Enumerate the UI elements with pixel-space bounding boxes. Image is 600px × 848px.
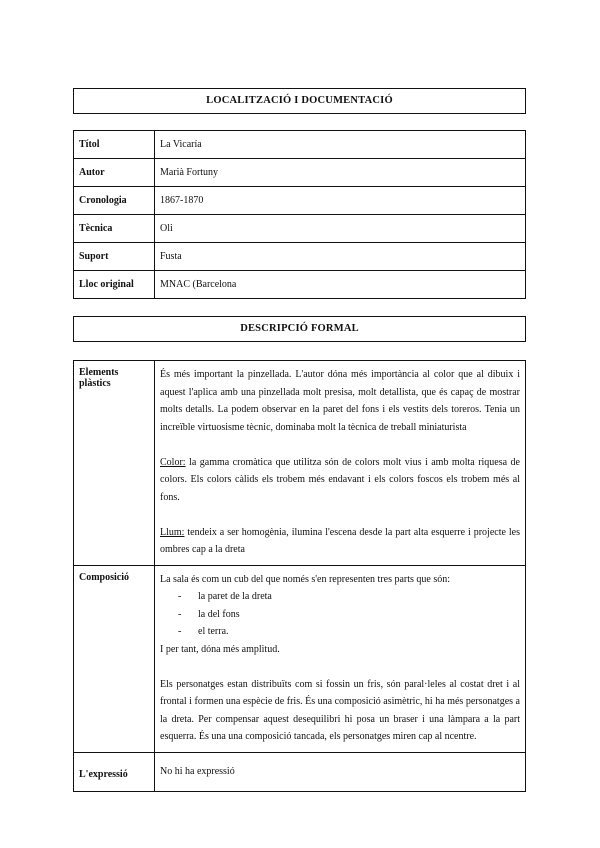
composicio-content — [155, 565, 526, 752]
info-value: Fusta — [155, 243, 526, 271]
color-paragraph — [160, 454, 520, 507]
info-label: Tècnica — [74, 215, 155, 243]
info-row — [74, 159, 526, 187]
section-title-descripcio: DESCRIPCIÓ FORMAL — [73, 316, 526, 342]
list-item: - la paret de la dreta — [178, 588, 520, 606]
elements-content — [155, 361, 526, 566]
info-label: Títol — [74, 131, 155, 159]
composicio-list — [160, 588, 520, 641]
description-table — [73, 360, 526, 792]
info-label: Suport — [74, 243, 155, 271]
info-value: 1867-1870 — [155, 187, 526, 215]
info-value: MNAC (Barcelona — [155, 271, 526, 299]
info-table — [73, 130, 526, 299]
info-row — [74, 215, 526, 243]
llum-label: Llum: — [160, 526, 185, 538]
info-row — [74, 271, 526, 299]
section-title-localitzacio: LOCALITZACIÓ I DOCUMENTACIÓ — [73, 88, 526, 114]
composicio-intro: La sala és com un cub del que només s'en representen tres parts que són: — [160, 573, 451, 585]
row-expressio — [74, 752, 526, 791]
info-row — [74, 243, 526, 271]
composicio-after: I per tant, dóna més amplitud. — [160, 643, 280, 655]
list-item: - el terra. — [178, 623, 520, 641]
llum-text: tendeix a ser homogènia, ilumina l'escena desde la part alta esquerre i projecte les ombres cap a la dreta — [160, 526, 520, 555]
elements-label: Elements plàstics — [74, 361, 155, 566]
color-text: la gamma cromàtica que utilitza són de colors molt vius i amb molta riquesa de colors. Els colors càlids els trobem més endavant i els colors foscos els trobem més al fons. — [160, 456, 520, 503]
elements-paragraph: És més important la pinzellada. L'autor dóna més importància al color que al dibuix i aquest l'aplica amb una pinzellada molt presisa, molt detallista, que és capaç de mostrar molts detalls. La podem observar en la paret del fons i els vestits dels toreros. Tenia un increïble virtuosisme tècnic, dominaba molt la tècnica de treball miniaturista — [160, 369, 520, 433]
info-row — [74, 187, 526, 215]
info-label: Cronologia — [74, 187, 155, 215]
expressio-label: L'expressió — [74, 752, 155, 791]
composicio-paragraph: Els personatges estan distribuïts com si fossin un fris, són paral·leles al costat dret i al frontal i formen una espècie de fris. És una composició asimètric, hi ha més personatges a la dreta. Per compensar aquest desequilibri hi posa un braser i una làmpara a la part esquerra. És una una composició tancada, els personatges miren cap al ncentre. — [160, 678, 520, 742]
info-label: Lloc original — [74, 271, 155, 299]
info-value: Oli — [155, 215, 526, 243]
row-composicio — [74, 565, 526, 752]
expressio-value: No hi ha expressió — [155, 752, 526, 791]
composicio-label: Composició — [74, 565, 155, 752]
info-value: Marià Fortuny — [155, 159, 526, 187]
info-value: La Vicaría — [155, 131, 526, 159]
info-row — [74, 131, 526, 159]
llum-paragraph — [160, 524, 520, 559]
color-label: Color: — [160, 456, 186, 468]
info-label: Autor — [74, 159, 155, 187]
row-elements-plastics — [74, 361, 526, 566]
list-item: - la del fons — [178, 606, 520, 624]
